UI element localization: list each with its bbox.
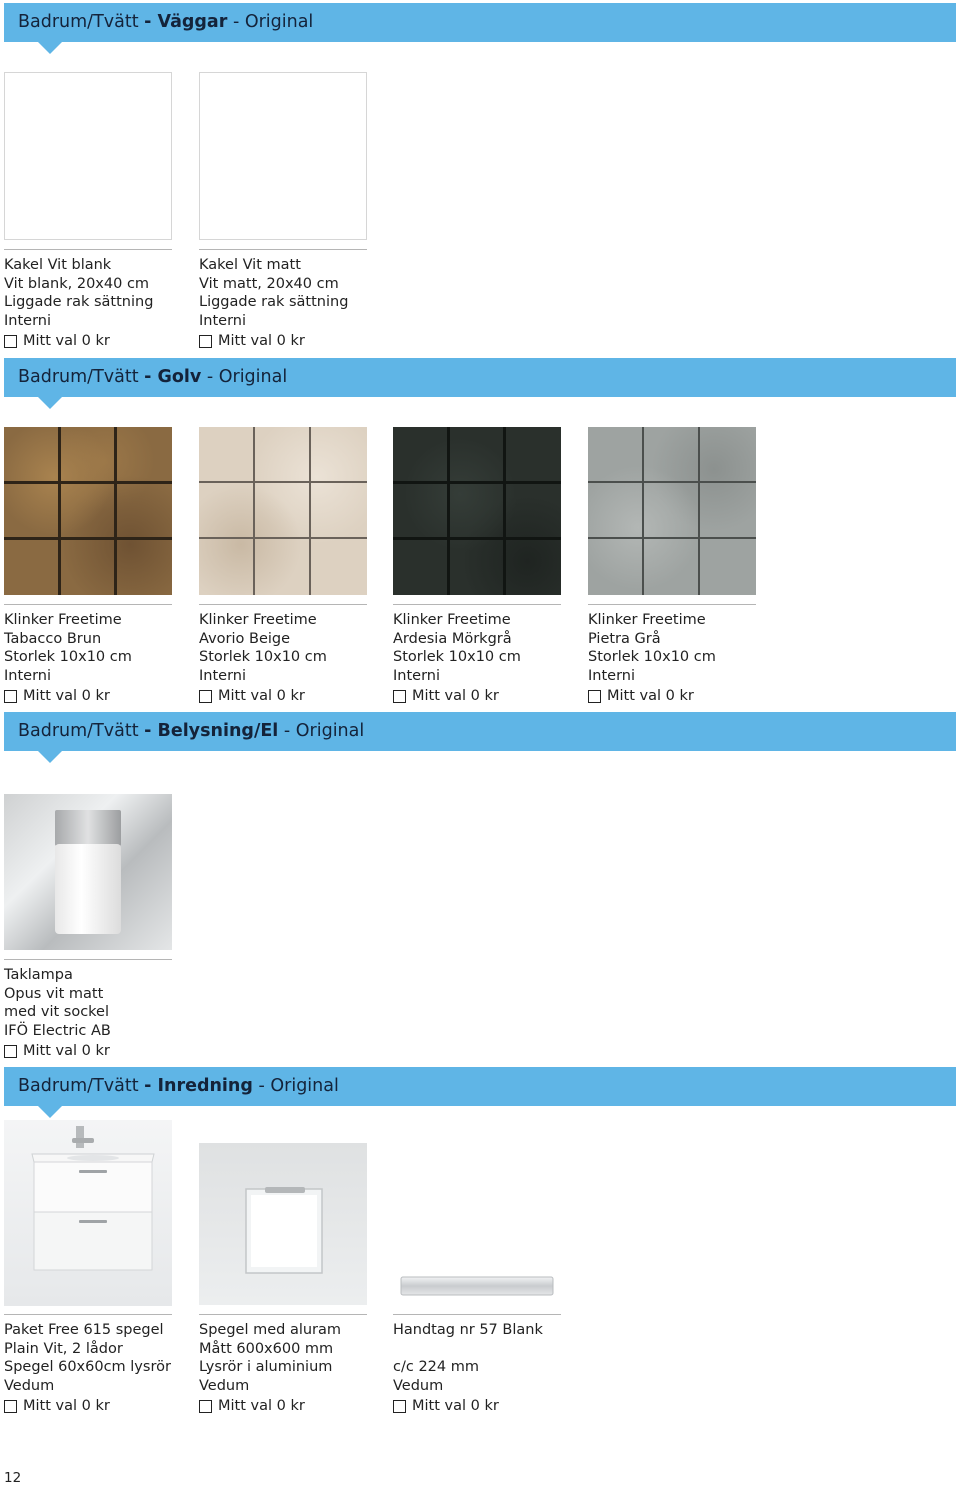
checkbox-icon[interactable] [199, 335, 212, 348]
tile-swatch-ardesia [393, 427, 561, 595]
section-header: Badrum/Tvätt - Inredning - Original [4, 1067, 956, 1106]
product-description: Taklampa Opus vit matt med vit sockel IFÖ Electric AB Mitt val 0 kr [4, 966, 194, 1061]
vanity-cabinet-image [4, 1120, 172, 1306]
checkbox-icon[interactable] [4, 1045, 17, 1058]
product-description: Klinker Freetime Ardesia Mörkgrå Storlek 10x10 cm Interni Mitt val 0 kr [393, 611, 583, 706]
choice-checkbox[interactable]: Mitt val 0 kr [199, 332, 389, 351]
ceiling-lamp-icon [4, 794, 172, 950]
header-pointer [38, 42, 62, 54]
divider [588, 604, 756, 605]
tile-swatch-avorio [199, 427, 367, 595]
checkbox-icon[interactable] [393, 690, 406, 703]
product-description: Klinker Freetime Avorio Beige Storlek 10x10 cm Interni Mitt val 0 kr [199, 611, 389, 706]
product-description: Handtag nr 57 Blank c/c 224 mm Vedum Mitt val 0 kr [393, 1321, 583, 1416]
product-description: Paket Free 615 spegel Plain Vit, 2 lådor Spegel 60x60cm lysrör Vedum Mitt val 0 kr [4, 1321, 194, 1416]
product-description: Kakel Vit matt Vit matt, 20x40 cm Liggade rak sättning Interni Mitt val 0 kr [199, 256, 389, 351]
choice-checkbox[interactable]: Mitt val 0 kr [4, 332, 194, 351]
product-description: Kakel Vit blank Vit blank, 20x40 cm Liggade rak sättning Interni Mitt val 0 kr [4, 256, 194, 351]
tile-swatch-pietra [588, 427, 756, 595]
handle-image [393, 1265, 561, 1305]
checkbox-icon[interactable] [4, 1400, 17, 1413]
divider [4, 604, 172, 605]
choice-checkbox[interactable]: Mitt val 0 kr [393, 1397, 583, 1416]
divider [199, 249, 367, 250]
product-image [4, 72, 172, 240]
product-image [199, 72, 367, 240]
choice-checkbox[interactable]: Mitt val 0 kr [4, 687, 194, 706]
divider [4, 959, 172, 960]
checkbox-icon[interactable] [199, 1400, 212, 1413]
vanity-cabinet-icon [4, 1120, 172, 1306]
choice-checkbox[interactable]: Mitt val 0 kr [199, 687, 389, 706]
product-description: Klinker Freetime Pietra Grå Storlek 10x10 cm Interni Mitt val 0 kr [588, 611, 778, 706]
handle-icon [393, 1265, 561, 1305]
page-number: 12 [4, 1470, 22, 1486]
divider [393, 1314, 561, 1315]
choice-checkbox[interactable]: Mitt val 0 kr [4, 1042, 194, 1061]
lamp-image [4, 794, 172, 950]
divider [4, 1314, 172, 1315]
header-pointer [38, 397, 62, 409]
header-pointer [38, 751, 62, 763]
mirror-icon [199, 1143, 367, 1305]
section-header: Badrum/Tvätt - Golv - Original [4, 358, 956, 397]
section-header: Badrum/Tvätt - Belysning/El - Original [4, 712, 956, 751]
checkbox-icon[interactable] [393, 1400, 406, 1413]
choice-checkbox[interactable]: Mitt val 0 kr [588, 687, 778, 706]
divider [4, 249, 172, 250]
tile-swatch-tabacco [4, 427, 172, 595]
checkbox-icon[interactable] [4, 335, 17, 348]
choice-checkbox[interactable]: Mitt val 0 kr [199, 1397, 389, 1416]
checkbox-icon[interactable] [4, 690, 17, 703]
section-header: Badrum/Tvätt - Väggar - Original [4, 3, 956, 42]
divider [199, 1314, 367, 1315]
divider [199, 604, 367, 605]
checkbox-icon[interactable] [588, 690, 601, 703]
checkbox-icon[interactable] [199, 690, 212, 703]
product-description: Spegel med aluram Mått 600x600 mm Lysrör i aluminium Vedum Mitt val 0 kr [199, 1321, 389, 1416]
divider [393, 604, 561, 605]
choice-checkbox[interactable]: Mitt val 0 kr [393, 687, 583, 706]
product-description: Klinker Freetime Tabacco Brun Storlek 10x10 cm Interni Mitt val 0 kr [4, 611, 194, 706]
header-pointer [38, 1106, 62, 1118]
mirror-image [199, 1143, 367, 1305]
choice-checkbox[interactable]: Mitt val 0 kr [4, 1397, 194, 1416]
